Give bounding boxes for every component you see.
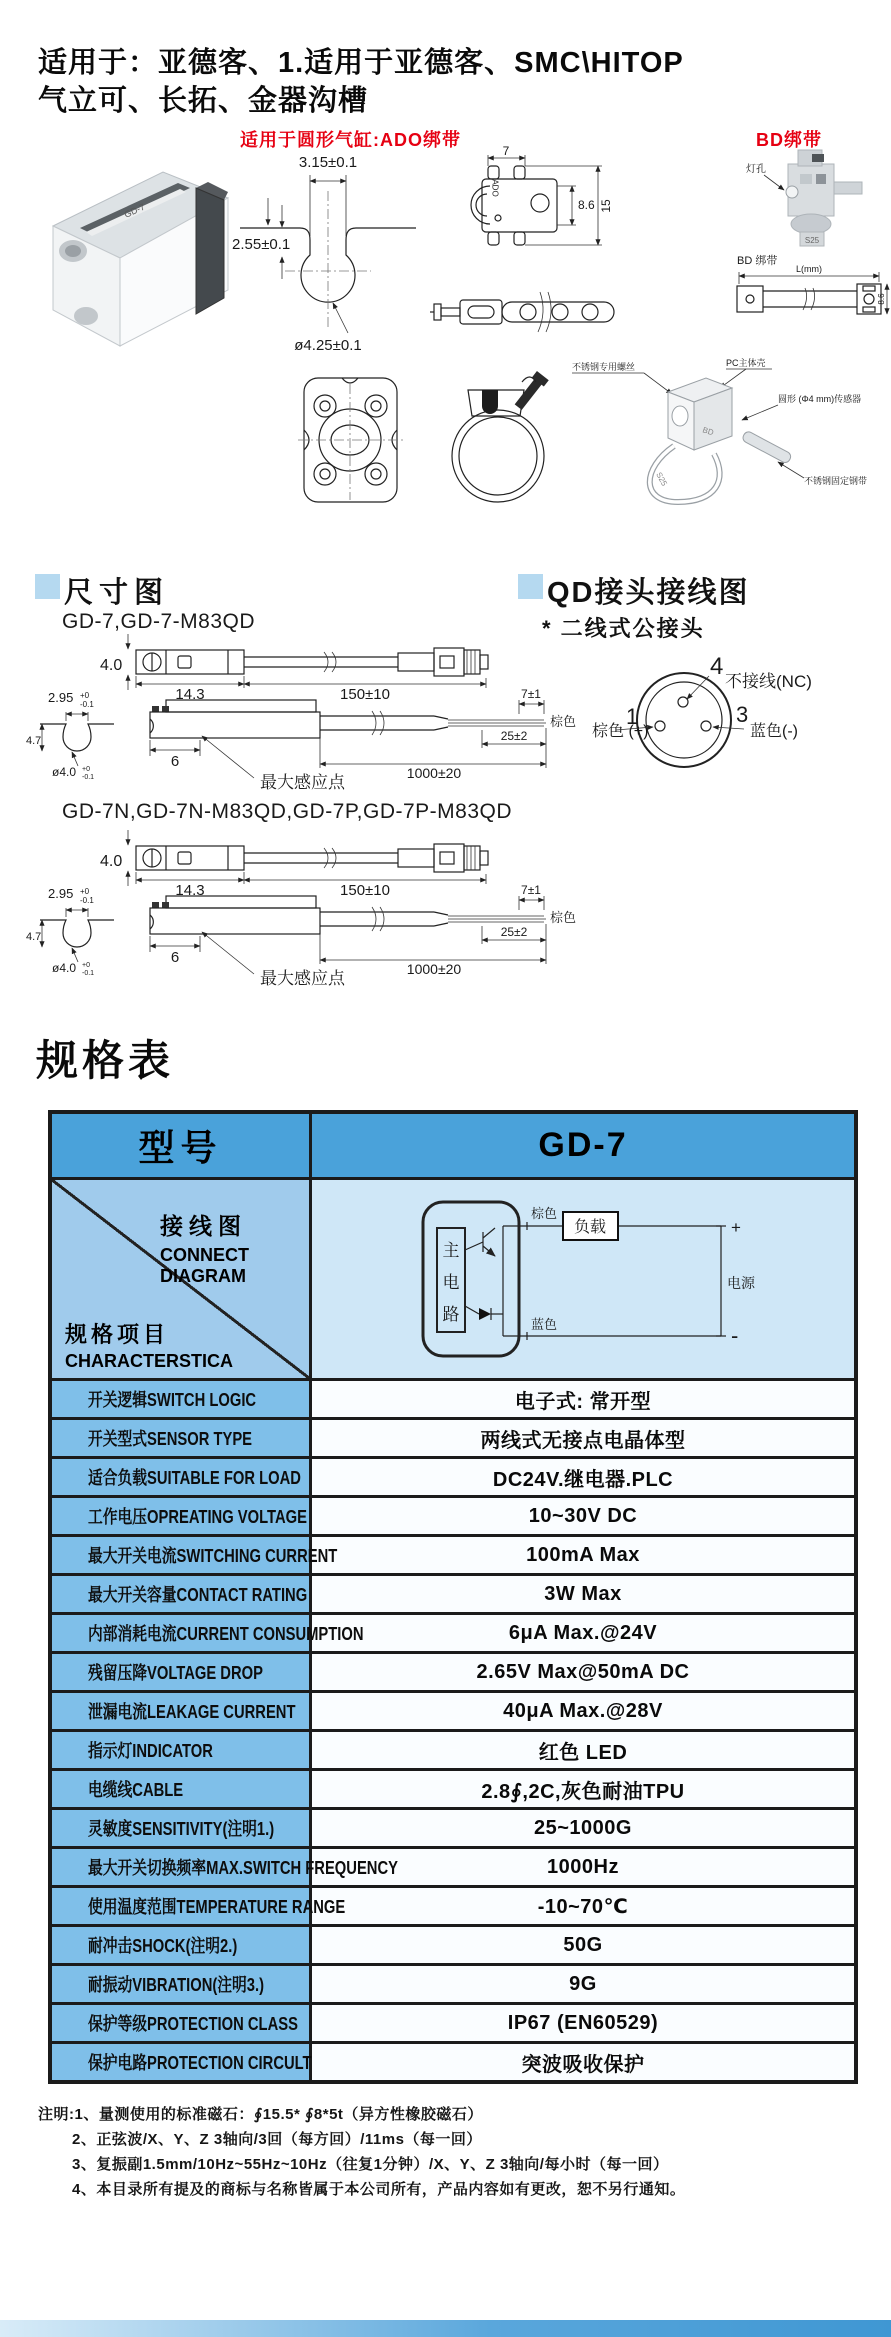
footnote-4: 4、本目录所有提及的商标与名称皆属于本公司所有，产品内容如有更改，恕不另行通知。 bbox=[72, 2181, 686, 2198]
wiring-blue-label: 蓝色 bbox=[530, 1317, 557, 1332]
dim-wire-len: 1000±20 bbox=[406, 961, 462, 977]
spec-value: 40μA Max.@28V bbox=[503, 1699, 663, 1722]
bd-band-dim-len: L(mm) bbox=[796, 264, 822, 274]
qd-pin4-number: 4 bbox=[710, 653, 724, 680]
page-title bbox=[38, 44, 684, 120]
iso-label-strap: 不锈钢固定钢带 bbox=[804, 476, 868, 486]
bd-photo-hole-label: 灯孔 bbox=[746, 164, 766, 175]
hose-clamp-drawing bbox=[438, 368, 563, 510]
spec-value: 1000Hz bbox=[547, 1855, 619, 1878]
spec-label: 工作电压OPREATING VOLTAGE bbox=[88, 1507, 307, 1527]
spec-label: 使用温度范围TEMPERATURE RANGE bbox=[88, 1897, 346, 1917]
characteristic-header-cn: 规格项目 bbox=[65, 1322, 170, 1347]
table-row bbox=[52, 1924, 854, 1963]
dim-body-len: 14.3 bbox=[175, 686, 205, 703]
col-header-value: GD-7 bbox=[538, 1126, 628, 1164]
spec-value: IP67 (EN60529) bbox=[507, 2011, 659, 2034]
spec-value: 2.65V Max@50mA DC bbox=[476, 1660, 690, 1683]
cs-width: 2.95 bbox=[48, 690, 74, 705]
dim-tip-len: 7±1 bbox=[521, 687, 541, 701]
sense-point-label: 最大感应点 bbox=[260, 773, 345, 792]
bd-band-drawing bbox=[733, 250, 891, 334]
dim-wire-len: 1000±20 bbox=[406, 765, 462, 781]
table-row bbox=[52, 2002, 854, 2041]
spec-section-title: 规格表 bbox=[36, 1037, 175, 1084]
bd-band-dim-h: 8.6 bbox=[877, 293, 886, 305]
spec-label: 最大开关电流SWITCHING CURRENT bbox=[88, 1546, 338, 1566]
product-photo bbox=[28, 148, 233, 360]
footnotes bbox=[38, 2102, 868, 2202]
dim-strip-len: 25±2 bbox=[500, 729, 528, 743]
product-marking: GD-7 bbox=[122, 201, 147, 220]
cs-width: 2.95 bbox=[48, 886, 74, 901]
models-caption-2: GD-7N,GD-7N-M83QD,GD-7P,GD-7P-M83QD bbox=[62, 800, 513, 823]
spec-value: 2.8∮,2C,灰色耐油TPU bbox=[481, 1780, 685, 1803]
wiring-brown-label: 棕色 bbox=[530, 1206, 557, 1221]
wiring-minus: - bbox=[730, 1323, 738, 1348]
spec-value: 9G bbox=[569, 1972, 597, 1995]
spec-label: 灵敏度SENSITIVITY(注明1.) bbox=[88, 1819, 275, 1839]
table-row bbox=[52, 1885, 854, 1924]
spec-label: 适合负载SUITABLE FOR LOAD bbox=[88, 1468, 301, 1488]
bottom-accent-bar bbox=[0, 2320, 891, 2337]
spec-label: 残留压降VOLTAGE DROP bbox=[88, 1663, 263, 1683]
spec-label: 开关型式SENSOR TYPE bbox=[88, 1429, 253, 1449]
qd-section-header bbox=[518, 570, 750, 611]
sense-point-label: 最大感应点 bbox=[260, 969, 345, 988]
bd-band-photo bbox=[742, 144, 866, 256]
spec-label: 保护电路PROTECTION CIRCULT bbox=[88, 2053, 312, 2073]
spec-label: 泄漏电流LEAKAGE CURRENT bbox=[88, 1702, 296, 1722]
spec-value: 突波吸收保护 bbox=[521, 2053, 645, 2076]
wire-color-label: 棕色 bbox=[550, 910, 577, 925]
table-row bbox=[52, 1963, 854, 2002]
cs-tol-bot: -0.1 bbox=[80, 896, 94, 905]
table-row bbox=[52, 1417, 854, 1456]
table-row bbox=[52, 1378, 854, 1417]
connect-diagram-cell bbox=[312, 1180, 854, 1378]
dim-sense-pos: 6 bbox=[170, 753, 180, 770]
cs-dia-tol-top: +0 bbox=[82, 962, 90, 969]
ado-clip-dim-h2: 15 bbox=[599, 199, 613, 213]
section-square-icon bbox=[35, 574, 60, 599]
connect-diagram-header-en: CONNECT DIAGRAM bbox=[160, 1245, 249, 1286]
qd-pin1-label: 棕色 (+) bbox=[592, 723, 649, 740]
dim-tip-len: 7±1 bbox=[521, 883, 541, 897]
table-row bbox=[52, 1651, 854, 1690]
qd-subtitle: * 二线式公接头 bbox=[542, 616, 705, 641]
cs-dia-tol-bot: -0.1 bbox=[82, 774, 95, 781]
groove-dim-dia: ø4.25±0.1 bbox=[294, 337, 362, 354]
wiring-load-label: 负载 bbox=[573, 1219, 606, 1236]
cs-tol-bot: -0.1 bbox=[80, 700, 94, 709]
dim-strip-len: 25±2 bbox=[500, 925, 528, 939]
table-row bbox=[52, 1573, 854, 1612]
ado-clip-dim-h1: 8.6 bbox=[578, 198, 595, 212]
wiring-power-label: 电源 bbox=[726, 1275, 755, 1291]
wiring-main2: 电 bbox=[442, 1273, 459, 1292]
dim-cable-len: 150±10 bbox=[340, 882, 390, 899]
dim-height: 4.0 bbox=[100, 853, 123, 870]
qd-pin3-label: 蓝色(-) bbox=[750, 723, 798, 740]
page-title-line1: 适用于：亚德客、1.适用于亚德客、SMC\HITOP bbox=[38, 47, 684, 79]
table-row bbox=[52, 1612, 854, 1651]
bd-caption: BD绑带 bbox=[756, 130, 822, 150]
spec-value: -10~70℃ bbox=[537, 1895, 629, 1918]
wire-color-label: 棕色 bbox=[550, 714, 577, 729]
spec-label: 电缆线CABLE bbox=[88, 1780, 184, 1800]
table-row bbox=[52, 1729, 854, 1768]
cs-tol-top: +0 bbox=[80, 887, 90, 896]
groove-dim-side: 2.55±0.1 bbox=[232, 236, 291, 253]
wiring-main3: 路 bbox=[442, 1305, 459, 1324]
dim-body-len: 14.3 bbox=[175, 882, 205, 899]
spec-table-header-row bbox=[52, 1114, 854, 1177]
spec-value: 3W Max bbox=[544, 1582, 622, 1605]
page-title-line2: 气立可、长拓、金器沟槽 bbox=[38, 85, 369, 117]
table-row bbox=[52, 1807, 854, 1846]
spec-value: 25~1000G bbox=[534, 1816, 632, 1839]
table-row bbox=[52, 1846, 854, 1885]
qd-section-title: QD接头接线图 bbox=[547, 577, 750, 609]
dimension-drawing-gd7-wire bbox=[104, 686, 586, 798]
wiring-main1: 主 bbox=[442, 1241, 459, 1260]
cs-dia: ø4.0 bbox=[52, 765, 77, 779]
iso-label-sensor: 圆形 (Φ4 mm)传感器 bbox=[778, 394, 862, 404]
dimension-section-title: 尺寸图 bbox=[64, 577, 170, 609]
spec-value: 电子式: 常开型 bbox=[514, 1390, 652, 1413]
cs-dia-tol-bot: -0.1 bbox=[82, 970, 95, 977]
spec-table bbox=[48, 1110, 858, 2084]
connect-diagram-header bbox=[160, 1208, 309, 1287]
table-row bbox=[52, 2041, 854, 2080]
spec-value: 6μA Max.@24V bbox=[508, 1621, 658, 1644]
spec-value: 红色 LED bbox=[538, 1741, 628, 1764]
spec-label: 开关逻辑SWITCH LOGIC bbox=[88, 1390, 257, 1410]
qd-pin4-label: 不接线(NC) bbox=[725, 672, 812, 691]
iso-label-screw: 不锈钢专用螺丝 bbox=[572, 362, 636, 372]
dimension-section-header bbox=[35, 570, 169, 611]
spec-label: 耐振动VIBRATION(注明3.) bbox=[88, 1975, 265, 1995]
table-row bbox=[52, 1690, 854, 1729]
cs-height: 4.7 bbox=[26, 735, 42, 747]
cs-height: 4.7 bbox=[26, 931, 42, 943]
footnote-2: 2、正弦波/X、Y、Z 3轴向/3回（每方回）/11ms（每一回） bbox=[72, 2131, 482, 2148]
wiring-plus: + bbox=[730, 1218, 741, 1237]
table-row bbox=[52, 1456, 854, 1495]
cs-dia: ø4.0 bbox=[52, 961, 77, 975]
ado-caption: 适用于圆形气缸:ADO绑带 bbox=[240, 130, 461, 150]
models-caption-1: GD-7,GD-7-M83QD bbox=[62, 610, 256, 633]
bd-band-label: BD 绑带 bbox=[737, 255, 778, 267]
spec-label: 耐冲击SHOCK(注明2.) bbox=[88, 1936, 238, 1956]
spec-value: 50G bbox=[563, 1933, 603, 1956]
table-row bbox=[52, 1768, 854, 1807]
footnote-1: 注明:1、量测使用的标准磁石：∮15.5* ∮8*5t（异方性橡胶磁石） bbox=[38, 2106, 483, 2123]
table-row bbox=[52, 1495, 854, 1534]
groove-cross-section-drawing bbox=[230, 143, 425, 368]
footnote-3: 3、复振副1.5mm/10Hz~55Hz~10Hz（往复1分钟）/X、Y、Z 3轴向/每小时（每一回） bbox=[72, 2156, 669, 2173]
bd-assembly-iso-drawing bbox=[556, 350, 891, 512]
qd-connector-pinout-drawing bbox=[592, 642, 891, 810]
characteristic-header-en: CHARACTERSTICA bbox=[65, 1351, 233, 1371]
groove-dim-top: 3.15±0.1 bbox=[298, 154, 358, 171]
qd-pin1-number: 1 bbox=[626, 704, 639, 729]
cs-tol-top: +0 bbox=[80, 691, 90, 700]
spec-value: 两线式无接点电晶体型 bbox=[480, 1429, 686, 1452]
wiring-diagram bbox=[411, 1186, 756, 1372]
spec-label: 最大开关容量CONTACT RATING bbox=[88, 1585, 308, 1605]
dim-height: 4.0 bbox=[100, 657, 123, 674]
spec-value: 10~30V DC bbox=[528, 1504, 638, 1527]
dim-sense-pos: 6 bbox=[170, 949, 180, 966]
spec-label: 内部消耗电流CURRENT CONSUMPTION bbox=[88, 1624, 364, 1644]
spec-label: 保护等级PROTECTION CLASS bbox=[88, 2014, 298, 2034]
bd-photo-marking: S25 bbox=[804, 236, 820, 245]
iso-marking-s25: S25 bbox=[654, 470, 669, 488]
dim-cable-len: 150±10 bbox=[340, 686, 390, 703]
spec-value: DC24V.继电器.PLC bbox=[492, 1468, 674, 1491]
flange-bottom-view-drawing bbox=[298, 372, 403, 508]
characteristic-header bbox=[65, 1318, 233, 1372]
diagonal-header-row bbox=[52, 1177, 854, 1378]
table-row bbox=[52, 1534, 854, 1573]
ado-clip-dim-w: 7 bbox=[502, 144, 510, 158]
strap-side-drawing bbox=[428, 276, 628, 348]
section-square-icon bbox=[518, 574, 543, 599]
spec-label: 指示灯INDICATOR bbox=[88, 1741, 213, 1761]
qd-pin3-number: 3 bbox=[736, 702, 749, 727]
spec-value: 100mA Max bbox=[526, 1543, 640, 1566]
cs-dia-tol-top: +0 bbox=[82, 766, 90, 773]
dimension-drawing-gd7n-wire bbox=[104, 882, 586, 994]
connect-diagram-header-cn: 接线图 bbox=[160, 1213, 247, 1239]
iso-marking-bd: BD bbox=[701, 425, 715, 438]
iso-label-shell: PC主体壳 bbox=[726, 358, 766, 368]
diagonal-header-cell bbox=[52, 1180, 312, 1378]
col-header-model: 型号 bbox=[52, 1114, 312, 1177]
ado-clip-marking: ADO bbox=[490, 179, 500, 197]
ado-clip-drawing bbox=[432, 146, 622, 268]
spec-label: 最大开关切换频率MAX.SWITCH FREQUENCY bbox=[88, 1858, 398, 1878]
